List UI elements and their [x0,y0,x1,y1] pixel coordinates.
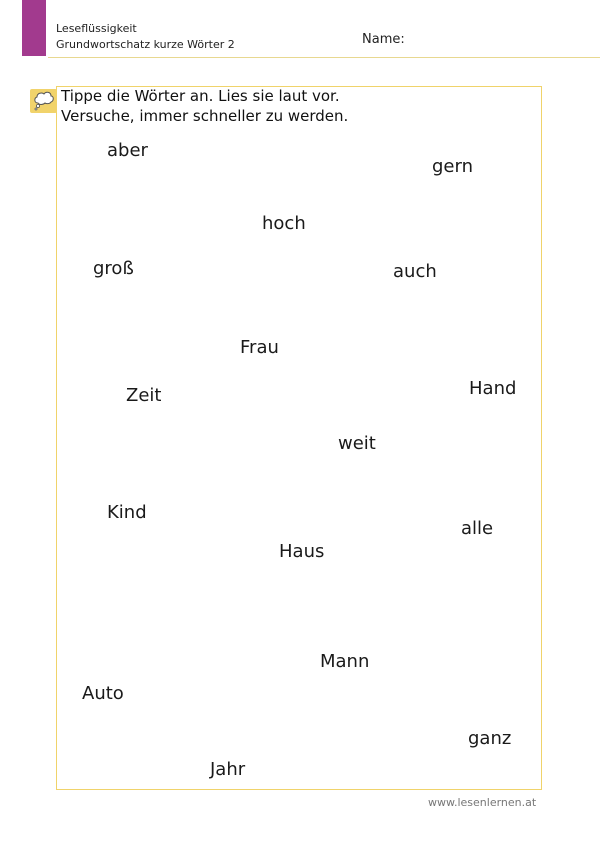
name-label: Name: [362,32,405,47]
instruction-line-2: Versuche, immer schneller zu werden. [61,107,349,125]
header-divider [48,57,600,58]
word-mann[interactable]: Mann [320,651,370,672]
instruction-line-1: Tippe die Wörter an. Lies sie laut vor. [61,87,340,105]
header-title: Leseflüssigkeit [56,22,137,35]
word-hoch[interactable]: hoch [262,213,306,234]
word-alle[interactable]: alle [461,518,494,539]
word-ganz[interactable]: ganz [468,728,512,749]
word-haus[interactable]: Haus [279,541,325,562]
word-jahr[interactable]: Jahr [210,759,246,780]
worksheet-frame [56,86,542,790]
word-zeit[interactable]: Zeit [126,385,162,406]
word-hand[interactable]: Hand [469,378,517,399]
word-gern[interactable]: gern [432,156,473,177]
word-kind[interactable]: Kind [107,502,147,523]
speech-bubble-icon [30,89,57,113]
word-gross[interactable]: groß [93,258,134,279]
footer-website: www.lesenlernen.at [428,796,537,809]
header-subtitle: Grundwortschatz kurze Wörter 2 [56,38,235,51]
word-aber[interactable]: aber [107,140,148,161]
word-weit[interactable]: weit [338,433,376,454]
word-auch[interactable]: auch [393,261,437,282]
word-frau[interactable]: Frau [240,337,279,358]
word-auto[interactable]: Auto [82,683,124,704]
accent-bar [22,0,46,56]
